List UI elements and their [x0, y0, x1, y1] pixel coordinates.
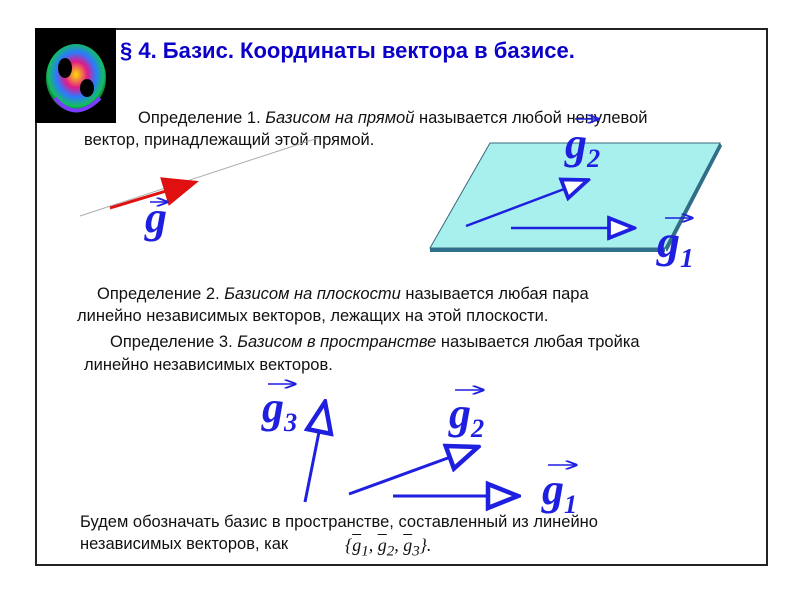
definition-1-term: Базисом на прямой	[265, 109, 415, 127]
label-g1-space-sub: 1	[564, 489, 578, 520]
label-g2-space-sub: 2	[471, 413, 485, 444]
formula-vector-2: $\overline{g}$	[377, 535, 387, 555]
definition-2-term: Базисом на плоскости	[224, 285, 401, 303]
definition-3-line-2: линейно независимых векторов.	[84, 356, 333, 374]
closing-line-1: Будем обозначать базис в пространстве, составленный из линейно	[80, 513, 598, 531]
label-g2-plane-text: g	[565, 119, 587, 168]
label-g1-plane-text: g	[657, 216, 680, 267]
definition-1-suffix: называется любой ненулевой	[414, 109, 648, 127]
definition-3-term: Базисом в пространстве	[237, 333, 437, 351]
label-g	[145, 192, 167, 243]
label-g2-space-text: g	[449, 389, 471, 438]
formula-sub-2: 2	[386, 543, 395, 560]
label-g3-space-sub: 3	[284, 407, 298, 438]
definition-3-prefix: Определение 3.	[110, 333, 238, 351]
label-g3-space	[262, 382, 298, 438]
definition-1-line-2: вектор, принадлежащий этой прямой.	[84, 131, 375, 149]
label-g-text: g	[145, 193, 167, 242]
formula-sep-2: ,	[394, 535, 404, 555]
formula-sub-3: 3	[412, 543, 420, 560]
label-g1-plane	[657, 215, 694, 273]
label-g2-plane	[565, 118, 601, 174]
formula-open-brace: {	[345, 535, 353, 555]
label-g1-space	[542, 464, 578, 520]
label-g1-space-text: g	[542, 465, 564, 514]
formula-close-brace: }.	[419, 535, 432, 555]
plane-edge	[430, 248, 665, 252]
definition-1-prefix: Определение 1.	[138, 109, 266, 127]
definition-2-prefix: Определение 2.	[97, 285, 225, 303]
formula-vector-3: $\overline{g}$	[403, 535, 413, 555]
formula-vector-1: $\overline{g}$	[352, 535, 362, 555]
formula-sep-1: ,	[368, 535, 378, 555]
label-g3-space-text: g	[262, 383, 284, 432]
definition-3-suffix: называется любая тройка	[436, 333, 640, 351]
formula-sub-1: 1	[361, 543, 369, 560]
space-vector-g2	[349, 447, 478, 494]
label-g2-plane-sub: 2	[587, 143, 601, 174]
page-title: § 4. Базис. Координаты вектора в базисе.	[120, 38, 575, 63]
closing-line-2: независимых векторов, как	[80, 535, 289, 553]
basis-line	[80, 138, 318, 216]
space-vector-g3	[305, 402, 325, 502]
definition-2-line-2: линейно независимых векторов, лежащих на этой плоскости.	[77, 307, 549, 325]
definition-2-suffix: называется любая пара	[400, 285, 589, 303]
label-g1-plane-sub: 1	[680, 241, 694, 273]
label-g2-space	[449, 388, 485, 444]
